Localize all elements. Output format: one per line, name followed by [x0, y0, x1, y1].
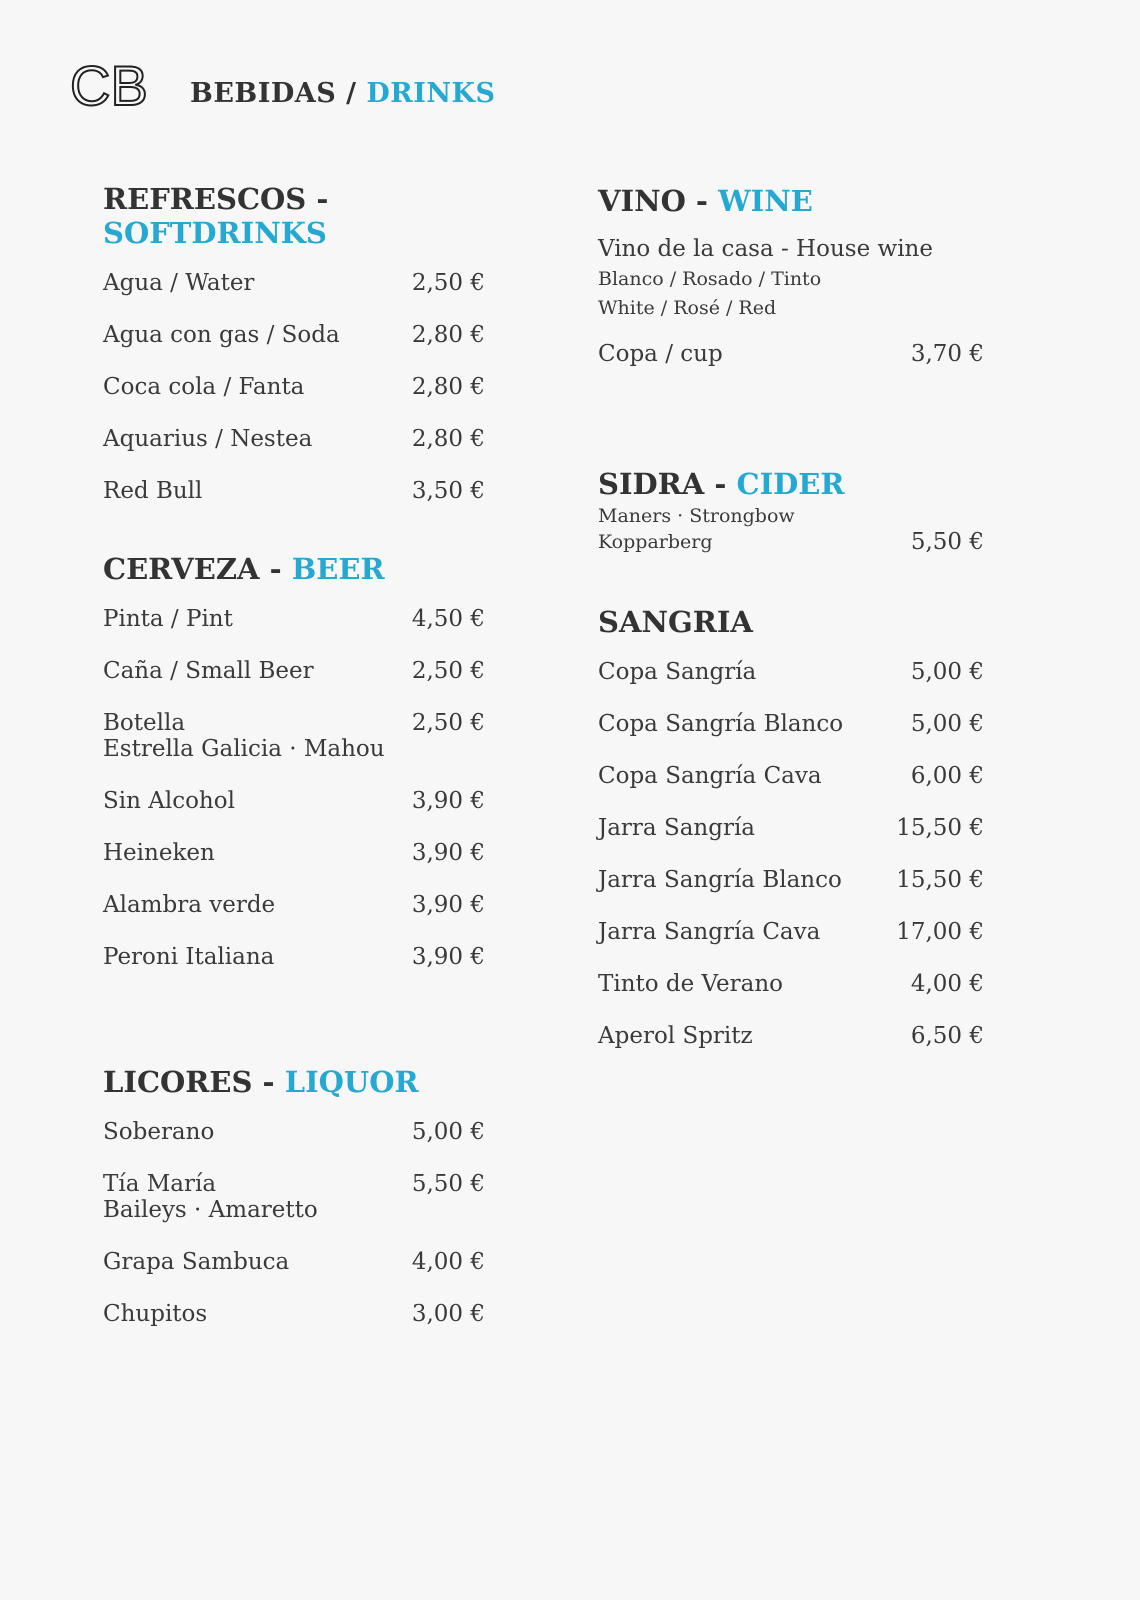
section-title-es: CERVEZA -: [103, 552, 282, 586]
section-liquor: [103, 1065, 485, 1327]
item-price: 5,50 €: [411, 1171, 485, 1197]
section-title-es: LICORES -: [103, 1065, 275, 1099]
item-name: Jarra Sangría Blanco: [598, 867, 842, 893]
item-name: Copa / cup: [598, 341, 723, 367]
menu-item: [103, 322, 485, 348]
item-name: Coca cola / Fanta: [103, 374, 305, 400]
section-title-es: VINO -: [598, 184, 708, 218]
menu-item: [103, 426, 485, 452]
item-name: Agua con gas / Soda: [103, 322, 340, 348]
item-price: 5,00 €: [411, 1119, 485, 1145]
menu-item: [103, 658, 485, 684]
item-price: 2,50 €: [411, 710, 485, 736]
menu-item: [103, 1249, 485, 1275]
item-price: 3,90 €: [411, 944, 485, 970]
item-price: 4,50 €: [411, 606, 485, 632]
menu-item: [598, 763, 984, 789]
item-price: 3,90 €: [411, 840, 485, 866]
menu-item: [103, 374, 485, 400]
menu-item: [103, 1119, 485, 1145]
menu-item: [103, 710, 485, 762]
item-price: 3,70 €: [910, 341, 984, 367]
item-list: [598, 659, 984, 1049]
item-price: 4,00 €: [411, 1249, 485, 1275]
item-price: 3,00 €: [411, 1301, 485, 1327]
page-title-en: DRINKS: [366, 78, 496, 109]
item-name: Soberano: [103, 1119, 215, 1145]
section-softdrinks: [103, 182, 485, 504]
section-title: [598, 467, 984, 501]
menu-item: [103, 1301, 485, 1327]
item-price: 17,00 €: [896, 919, 984, 945]
section-sangria: [598, 605, 984, 1049]
menu-item: [103, 1171, 485, 1223]
item-name: Copa Sangría Blanco: [598, 711, 844, 737]
section-title-en: LIQUOR: [284, 1065, 419, 1099]
item-price: 2,80 €: [411, 322, 485, 348]
menu-item: [598, 1023, 984, 1049]
cider-price: 5,50 €: [910, 529, 984, 555]
item-price: 2,50 €: [411, 658, 485, 684]
item-price: 6,50 €: [910, 1023, 984, 1049]
item-list: [103, 270, 485, 504]
logo-text: CB: [70, 60, 148, 112]
menu-item: [598, 919, 984, 945]
item-price: 5,00 €: [910, 711, 984, 737]
item-price: 3,50 €: [411, 478, 485, 504]
menu-item: [103, 478, 485, 504]
item-name: Chupitos: [103, 1301, 208, 1327]
item-subtitle: Baileys · Amaretto: [103, 1197, 318, 1223]
section-title-es: REFRESCOS -: [103, 182, 329, 216]
item-name: Copa Sangría Cava: [598, 763, 822, 789]
item-price: 5,00 €: [910, 659, 984, 685]
page-title: [190, 78, 496, 109]
item-price: 6,00 €: [910, 763, 984, 789]
item-name: Caña / Small Beer: [103, 658, 314, 684]
section-title: [103, 552, 485, 586]
item-price: 15,50 €: [896, 815, 984, 841]
item-name: Jarra Sangría Cava: [598, 919, 821, 945]
item-name: Jarra Sangría: [598, 815, 756, 841]
menu-item: [598, 711, 984, 737]
item-name: Grapa Sambuca: [103, 1249, 290, 1275]
item-name: Tinto de Verano: [598, 971, 784, 997]
section-beer: [103, 552, 485, 970]
item-name: Copa Sangría: [598, 659, 757, 685]
section-title-en: BEER: [291, 552, 385, 586]
item-list: [598, 341, 984, 367]
cb-logo: [70, 60, 166, 112]
item-price: 2,80 €: [411, 426, 485, 452]
item-name: Agua / Water: [103, 270, 255, 296]
section-title: [103, 1065, 485, 1099]
item-name: Aquarius / Nestea: [103, 426, 313, 452]
menu-item: [103, 840, 485, 866]
item-price: 4,00 €: [910, 971, 984, 997]
menu-item: [103, 944, 485, 970]
item-price: 2,80 €: [411, 374, 485, 400]
section-title: [598, 184, 984, 218]
wine-types-es: Blanco / Rosado / Tinto: [598, 268, 822, 290]
menu-item: [103, 270, 485, 296]
item-name: Alambra verde: [103, 892, 276, 918]
house-wine-label: Vino de la casa - House wine: [598, 236, 933, 262]
section-title-en: CIDER: [736, 467, 845, 501]
item-price: 15,50 €: [896, 867, 984, 893]
item-name: Aperol Spritz: [598, 1023, 753, 1049]
item-name: Botella: [103, 710, 186, 736]
item-name: Peroni Italiana: [103, 944, 275, 970]
item-name: Red Bull: [103, 478, 203, 504]
section-title-en: WINE: [718, 184, 813, 218]
section-cider: [598, 467, 984, 555]
section-title-en: SOFTDRINKS: [103, 216, 327, 250]
item-price: 3,90 €: [411, 892, 485, 918]
cider-brands-1: Maners · Strongbow: [598, 505, 795, 527]
item-list: [103, 1119, 485, 1327]
menu-item: [598, 815, 984, 841]
menu-item: [598, 659, 984, 685]
menu-item: [103, 788, 485, 814]
section-wine: [598, 184, 984, 367]
menu-item: [598, 867, 984, 893]
section-title-es: SIDRA -: [598, 467, 727, 501]
item-price: 3,90 €: [411, 788, 485, 814]
item-list: [103, 606, 485, 970]
item-name: Sin Alcohol: [103, 788, 235, 814]
cider-item: [598, 503, 984, 555]
menu-item: [103, 606, 485, 632]
section-title: [103, 182, 485, 250]
item-name: Pinta / Pint: [103, 606, 233, 632]
menu-item: [598, 971, 984, 997]
item-name: Heineken: [103, 840, 215, 866]
page-title-es: BEBIDAS /: [190, 78, 357, 109]
item-subtitle: Estrella Galicia · Mahou: [103, 736, 385, 762]
menu-item: [598, 341, 984, 367]
menu-item: [103, 892, 485, 918]
section-title: SANGRIA: [598, 605, 753, 639]
wine-types-en: White / Rosé / Red: [598, 297, 777, 319]
item-price: 2,50 €: [411, 270, 485, 296]
item-name: Tía María: [103, 1171, 217, 1197]
cider-brands-2: Kopparberg: [598, 531, 713, 553]
